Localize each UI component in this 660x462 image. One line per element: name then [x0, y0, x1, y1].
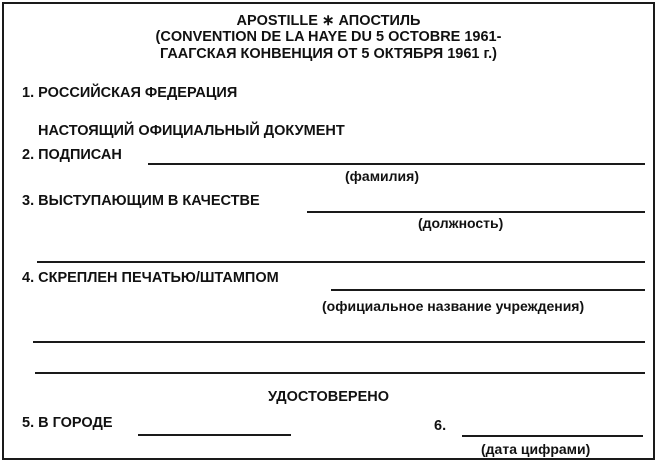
convention-line-ru: ГААГСКАЯ КОНВЕНЦИЯ ОТ 5 ОКТЯБРЯ 1961 г.)	[160, 46, 497, 62]
country-field: 1. РОССИЙСКАЯ ФЕДЕРАЦИЯ	[22, 85, 238, 101]
seal-hint: (официальное название учреждения)	[322, 298, 585, 314]
capacity-line-extra[interactable]	[37, 261, 645, 263]
city-line[interactable]	[138, 434, 291, 436]
form-title	[4, 12, 653, 30]
signed-hint: (фамилия)	[345, 168, 419, 184]
seal-line[interactable]	[331, 289, 645, 291]
title-latin: APOSTILLE	[236, 13, 318, 29]
signed-line[interactable]	[148, 163, 645, 165]
date-label: 6.	[434, 418, 447, 434]
certified-heading: УДОСТОВЕРЕНО	[267, 389, 389, 405]
document-intro: НАСТОЯЩИЙ ОФИЦИАЛЬНЫЙ ДОКУМЕНТ	[38, 123, 345, 139]
date-line[interactable]	[462, 435, 643, 437]
capacity-label: 3. ВЫСТУПАЮЩИМ В КАЧЕСТВЕ	[22, 193, 260, 209]
capacity-line[interactable]	[307, 211, 645, 213]
date-hint: (дата цифрами)	[481, 441, 591, 457]
asterisk-separator: ∗	[321, 12, 335, 29]
city-label: 5. В ГОРОДЕ	[22, 415, 113, 431]
apostille-form	[2, 2, 655, 460]
capacity-hint: (должность)	[418, 215, 504, 231]
convention-line-fr: (CONVENTION DE LA HAYE DU 5 OCTOBRE 1961-	[155, 29, 502, 45]
title-cyrillic: АПОСТИЛЬ	[338, 13, 421, 29]
seal-line-extra-1[interactable]	[33, 341, 645, 343]
seal-label: 4. СКРЕПЛЕН ПЕЧАТЬЮ/ШТАМПОМ	[22, 270, 279, 286]
signed-label: 2. ПОДПИСАН	[22, 147, 122, 163]
seal-line-extra-2[interactable]	[35, 372, 645, 374]
